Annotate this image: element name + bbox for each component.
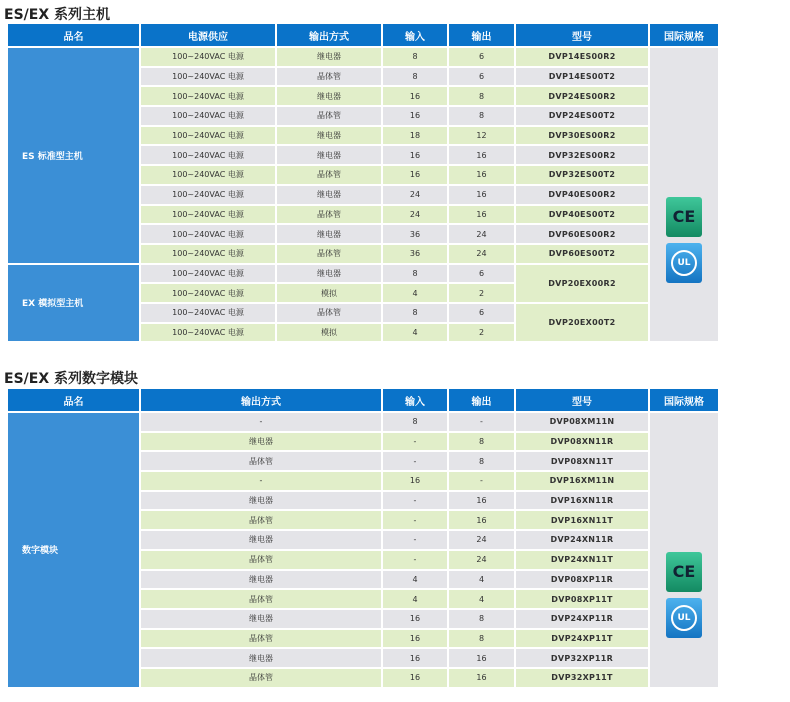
input-count: 8 (383, 304, 447, 322)
output-count: 12 (449, 127, 514, 145)
input-count: 16 (383, 107, 447, 125)
model-number: DVP24XP11T (516, 630, 648, 648)
input-count: 4 (383, 590, 447, 608)
output-type: - (141, 413, 381, 431)
column-header: 型号 (516, 389, 648, 411)
output-count: - (449, 413, 514, 431)
output-count: 24 (449, 531, 514, 549)
output-type: - (141, 472, 381, 490)
power-supply: 100~240VAC 电源 (141, 48, 275, 66)
model-number: DVP20EX00T2 (516, 304, 648, 341)
column-header: 输入 (383, 24, 447, 46)
input-count: 16 (383, 146, 447, 164)
output-type: 晶体管 (141, 511, 381, 529)
digital-modules-table (6, 387, 720, 689)
output-count: 8 (449, 107, 514, 125)
model-number: DVP40ES00T2 (516, 206, 648, 224)
output-count: 6 (449, 265, 514, 283)
model-number: DVP32XP11T (516, 669, 648, 687)
model-number: DVP08XP11T (516, 590, 648, 608)
output-count: 8 (449, 610, 514, 628)
output-type: 晶体管 (277, 166, 381, 184)
output-type: 继电器 (277, 265, 381, 283)
input-count: 4 (383, 284, 447, 302)
output-type: 继电器 (277, 127, 381, 145)
power-supply: 100~240VAC 电源 (141, 68, 275, 86)
input-count: 16 (383, 630, 447, 648)
model-number: DVP24XN11T (516, 551, 648, 569)
output-count: 4 (449, 571, 514, 589)
model-number: DVP32XP11R (516, 649, 648, 667)
column-header: 国际规格 (650, 24, 718, 46)
ce-mark-icon: CE (666, 197, 702, 237)
column-header: 电源供应 (141, 24, 275, 46)
output-count: 24 (449, 551, 514, 569)
certification-cell (650, 48, 718, 341)
input-count: 36 (383, 225, 447, 243)
table-row (8, 413, 718, 431)
output-count: 16 (449, 649, 514, 667)
output-type: 继电器 (141, 531, 381, 549)
output-count: 4 (449, 590, 514, 608)
output-type: 晶体管 (277, 245, 381, 263)
output-type: 模拟 (277, 284, 381, 302)
output-count: 8 (449, 630, 514, 648)
input-count: 24 (383, 206, 447, 224)
output-count: 8 (449, 452, 514, 470)
model-number: DVP14ES00T2 (516, 68, 648, 86)
column-header: 输出方式 (277, 24, 381, 46)
output-type: 继电器 (141, 610, 381, 628)
input-count: - (383, 492, 447, 510)
output-count: 24 (449, 245, 514, 263)
column-header: 输入 (383, 389, 447, 411)
input-count: - (383, 551, 447, 569)
input-count: 24 (383, 186, 447, 204)
column-header: 品名 (8, 389, 139, 411)
input-count: 16 (383, 669, 447, 687)
model-number: DVP16XN11T (516, 511, 648, 529)
output-type: 晶体管 (141, 551, 381, 569)
ul-mark-icon (666, 598, 702, 638)
product-group-name: ES 标准型主机 (8, 48, 139, 263)
output-count: 16 (449, 511, 514, 529)
model-number: DVP16XN11R (516, 492, 648, 510)
output-count: 6 (449, 48, 514, 66)
input-count: 36 (383, 245, 447, 263)
power-supply: 100~240VAC 电源 (141, 186, 275, 204)
certification-cell (650, 413, 718, 687)
model-number: DVP24ES00R2 (516, 87, 648, 105)
model-number: DVP16XM11N (516, 472, 648, 490)
input-count: 8 (383, 68, 447, 86)
power-supply: 100~240VAC 电源 (141, 324, 275, 342)
input-count: - (383, 452, 447, 470)
power-supply: 100~240VAC 电源 (141, 265, 275, 283)
main-units-table (6, 22, 720, 343)
power-supply: 100~240VAC 电源 (141, 127, 275, 145)
input-count: 8 (383, 265, 447, 283)
output-count: 2 (449, 284, 514, 302)
model-number: DVP32ES00T2 (516, 166, 648, 184)
output-type: 继电器 (141, 571, 381, 589)
model-number: DVP08XN11T (516, 452, 648, 470)
column-header: 品名 (8, 24, 139, 46)
power-supply: 100~240VAC 电源 (141, 87, 275, 105)
output-type: 继电器 (141, 433, 381, 451)
model-number: DVP24XP11R (516, 610, 648, 628)
model-number: DVP24ES00T2 (516, 107, 648, 125)
column-header: 型号 (516, 24, 648, 46)
power-supply: 100~240VAC 电源 (141, 206, 275, 224)
input-count: - (383, 531, 447, 549)
power-supply: 100~240VAC 电源 (141, 107, 275, 125)
input-count: 4 (383, 571, 447, 589)
output-type: 继电器 (277, 146, 381, 164)
input-count: 8 (383, 413, 447, 431)
input-count: 16 (383, 472, 447, 490)
output-type: 晶体管 (141, 669, 381, 687)
output-count: 8 (449, 433, 514, 451)
section-title-main-units: ES/EX 系列主机 (4, 7, 110, 23)
model-number: DVP40ES00R2 (516, 186, 648, 204)
output-type: 继电器 (277, 186, 381, 204)
model-number: DVP08XN11R (516, 433, 648, 451)
power-supply: 100~240VAC 电源 (141, 304, 275, 322)
model-number: DVP08XM11N (516, 413, 648, 431)
table-row (8, 265, 718, 283)
section-title-digital-modules: ES/EX 系列数字模块 (4, 371, 138, 387)
model-number: DVP60ES00T2 (516, 245, 648, 263)
model-number: DVP32ES00R2 (516, 146, 648, 164)
output-type: 模拟 (277, 324, 381, 342)
output-count: 16 (449, 166, 514, 184)
power-supply: 100~240VAC 电源 (141, 245, 275, 263)
model-number: DVP60ES00R2 (516, 225, 648, 243)
product-group-name: EX 模拟型主机 (8, 265, 139, 342)
output-type: 继电器 (141, 649, 381, 667)
ul-label: UL (671, 605, 697, 631)
power-supply: 100~240VAC 电源 (141, 146, 275, 164)
table-row (8, 48, 718, 66)
input-count: 8 (383, 48, 447, 66)
model-number: DVP20EX00R2 (516, 265, 648, 302)
power-supply: 100~240VAC 电源 (141, 225, 275, 243)
output-count: 8 (449, 87, 514, 105)
output-count: 6 (449, 68, 514, 86)
input-count: 18 (383, 127, 447, 145)
output-count: 16 (449, 206, 514, 224)
output-count: 16 (449, 669, 514, 687)
output-count: 2 (449, 324, 514, 342)
model-number: DVP30ES00R2 (516, 127, 648, 145)
output-type: 继电器 (277, 48, 381, 66)
input-count: 4 (383, 324, 447, 342)
output-type: 继电器 (277, 225, 381, 243)
input-count: 16 (383, 649, 447, 667)
ul-mark-icon (666, 243, 702, 283)
output-type: 晶体管 (277, 206, 381, 224)
column-header: 国际规格 (650, 389, 718, 411)
output-count: - (449, 472, 514, 490)
output-count: 24 (449, 225, 514, 243)
input-count: 16 (383, 87, 447, 105)
power-supply: 100~240VAC 电源 (141, 166, 275, 184)
output-type: 晶体管 (277, 107, 381, 125)
output-count: 16 (449, 146, 514, 164)
product-group-name: 数字模块 (8, 413, 139, 687)
column-header: 输出方式 (141, 389, 381, 411)
power-supply: 100~240VAC 电源 (141, 284, 275, 302)
input-count: - (383, 433, 447, 451)
input-count: 16 (383, 610, 447, 628)
output-type: 继电器 (141, 492, 381, 510)
output-type: 晶体管 (277, 304, 381, 322)
output-count: 16 (449, 492, 514, 510)
output-type: 晶体管 (141, 452, 381, 470)
output-type: 晶体管 (277, 68, 381, 86)
ul-label: UL (671, 250, 697, 276)
input-count: - (383, 511, 447, 529)
output-count: 6 (449, 304, 514, 322)
column-header: 输出 (449, 24, 514, 46)
output-type: 继电器 (277, 87, 381, 105)
model-number: DVP14ES00R2 (516, 48, 648, 66)
output-count: 16 (449, 186, 514, 204)
model-number: DVP24XN11R (516, 531, 648, 549)
model-number: DVP08XP11R (516, 571, 648, 589)
output-type: 晶体管 (141, 590, 381, 608)
input-count: 16 (383, 166, 447, 184)
column-header: 输出 (449, 389, 514, 411)
ce-mark-icon: CE (666, 552, 702, 592)
output-type: 晶体管 (141, 630, 381, 648)
